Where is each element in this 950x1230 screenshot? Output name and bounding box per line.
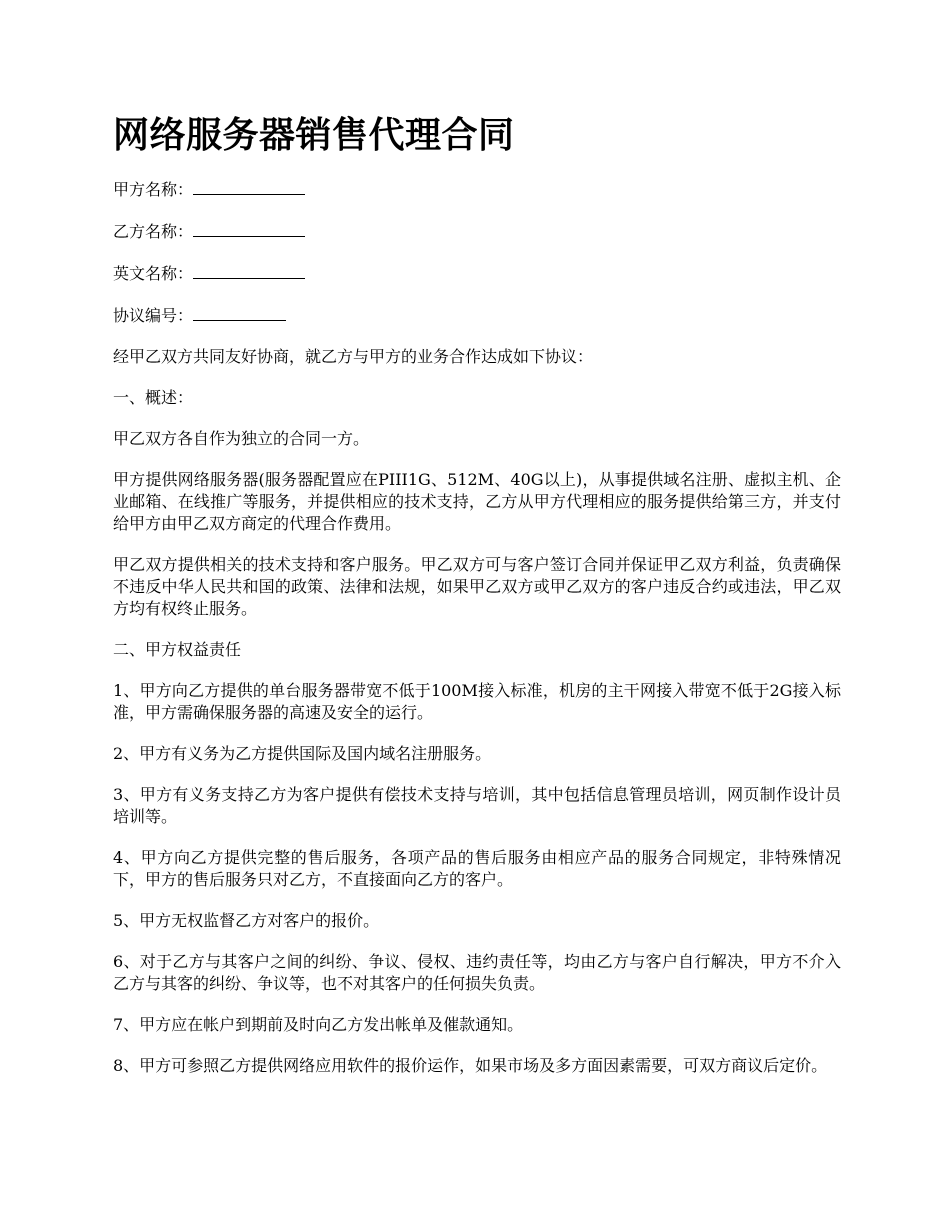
agreement-number-field bbox=[113, 304, 841, 327]
clause-item: 3、甲方有义务支持乙方为客户提供有偿技术支持与培训，其中包括信息管理员培训，网页制作设计员培训等。 bbox=[113, 785, 841, 826]
fill-in-blank bbox=[193, 220, 305, 237]
section-heading-overview: 一、概述： bbox=[113, 388, 194, 407]
clause-item: 6、对于乙方与其客户之间的纠纷、争议、侵权、违约责任等，均由乙方与客户自行解决，甲方不介入乙方与其客的纠纷、争议等，也不对其客户的任何损失负责。 bbox=[113, 952, 841, 993]
fill-in-blank bbox=[193, 262, 305, 279]
intro-paragraph: 经甲乙双方共同友好协商，就乙方与甲方的业务合作达成如下协议： bbox=[113, 347, 594, 366]
overview-paragraph: 甲方提供网络服务器(服务器配置应在PIII1G、512M、40G以上)，从事提供域名注册、虚拟主机、企业邮箱、在线推广等服务，并提供相应的技术支持，乙方从甲方代理相应的服务提供给第三方，并支付给甲方由甲乙双方商定的代理合作费用。 bbox=[113, 470, 841, 533]
clause-item: 4、甲方向乙方提供完整的售后服务，各项产品的售后服务由相应产品的服务合同规定，非特殊情况下，甲方的售后服务只对乙方，不直接面向乙方的客户。 bbox=[113, 848, 841, 889]
overview-paragraph: 甲乙双方各自作为独立的合同一方。 bbox=[113, 429, 370, 448]
clause-item: 7、甲方应在帐户到期前及时向乙方发出帐单及催款通知。 bbox=[113, 1015, 524, 1034]
clause-item: 5、甲方无权监督乙方对客户的报价。 bbox=[113, 911, 380, 930]
clause-item: 2、甲方有义务为乙方提供国际及国内域名注册服务。 bbox=[113, 744, 492, 763]
fill-in-blank bbox=[193, 178, 305, 195]
document-page bbox=[113, 112, 841, 1096]
field-label: 协议编号： bbox=[113, 306, 194, 325]
overview-paragraph: 甲乙双方提供相关的技术支持和客户服务。甲乙双方可与客户签订合同并保证甲乙双方利益，负责确保不违反中华人民共和国的政策、法律和法规，如果甲乙双方或甲乙双方的客户违反合约或违法，甲乙双方均有权终止服务。 bbox=[113, 555, 841, 618]
field-label: 乙方名称： bbox=[113, 222, 194, 241]
fill-in-blank bbox=[193, 304, 286, 321]
party-a-name-field bbox=[113, 178, 841, 201]
clause-item: 1、甲方向乙方提供的单台服务器带宽不低于100M接入标准，机房的主干网接入带宽不低于2G接入标准，甲方需确保服务器的高速及安全的运行。 bbox=[113, 681, 841, 722]
field-label: 英文名称： bbox=[113, 264, 194, 283]
english-name-field bbox=[113, 262, 841, 285]
clause-item: 8、甲方可参照乙方提供网络应用软件的报价运作，如果市场及多方面因素需要，可双方商议后定价。 bbox=[113, 1056, 828, 1075]
field-label: 甲方名称： bbox=[113, 180, 194, 199]
section-heading-party-a-rights: 二、甲方权益责任 bbox=[113, 640, 242, 659]
document-title: 网络服务器销售代理合同 bbox=[113, 115, 515, 156]
party-b-name-field bbox=[113, 220, 841, 243]
